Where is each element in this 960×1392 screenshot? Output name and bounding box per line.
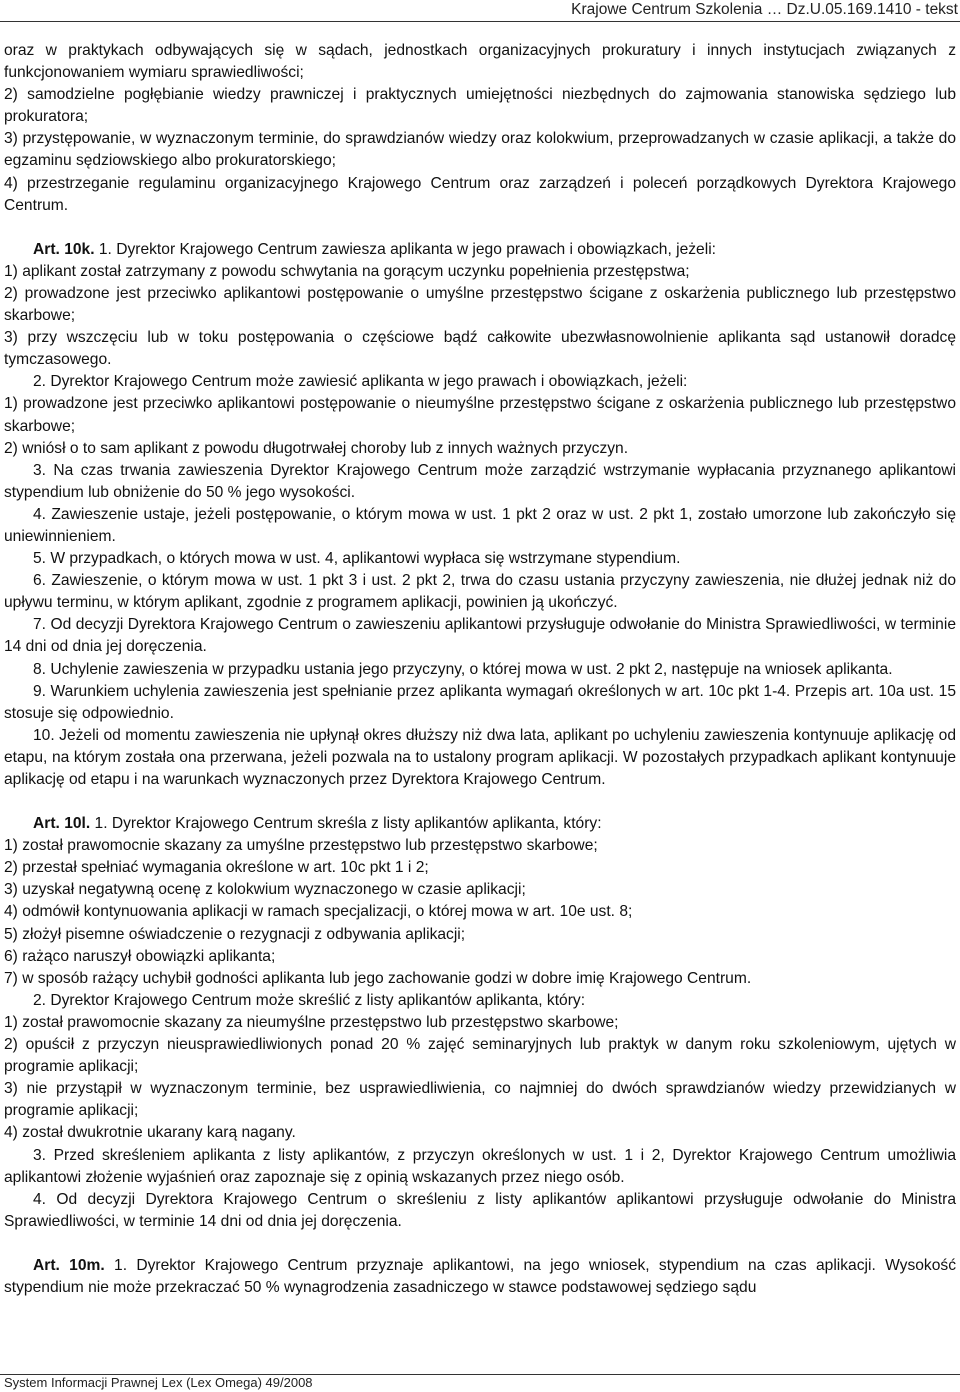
list-item: 4) został dwukrotnie ukarany karą nagany. [4,1124,296,1142]
list-item: 6) rażąco naruszył obowiązki aplikanta; [4,947,276,965]
list-item: 1) aplikant został zatrzymany z powodu schwytania na gorącym uczynku popełnienia przestępstwa; [4,262,690,280]
list-item: 3) nie przystąpił w wyznaczonym terminie, bez usprawiedliwienia, co najmniej do dwóch sprawdzianów wiedzy przewidzianych w programie aplikacji; [4,1080,956,1120]
document-body [4,40,956,1299]
paragraph: 10. Jeżeli od momentu zawieszenia nie upłynął okres dłuższy niż dwa lata, aplikant po uchyleniu zawieszenia kontynuuje aplikację od etapu, na którym została ona przerwana, jeżeli pozwala na to ustalony program aplikacji. W pozostałych przypadkach aplikant kontynuuje aplikację od etapu i na warunkach wyznaczonych przez Dyrektora Krajowego Centrum. [4,726,956,788]
list-item: 2) prowadzone jest przeciwko aplikantowi postępowanie o umyślne przestępstwo ścigane z oskarżenia publicznego lub przestępstwo skarbowe; [4,284,956,325]
list-item: 5) złożył pisemne oświadczenie o rezygnacji z odbywania aplikacji; [4,925,466,943]
paragraph: 3. Na czas trwania zawieszenia Dyrektor Krajowego Centrum może zarządzić wstrzymanie wypłacania przyznanego aplikantowi stypendium lub obniżenie do 50 % jego wysokości. [4,461,956,501]
list-item: 2) przestał spełniać wymagania określone w art. 10c pkt 1 i 2; [4,859,429,877]
running-footer: System Informacji Prawnej Lex (Lex Omega) 49/2008 [4,1375,313,1390]
paragraph: 4. Zawieszenie ustaje, jeżeli postępowanie, o którym mowa w ust. 1 pkt 2 oraz w ust. 2 pkt 1, zostało umorzone lub zakończyło się uniewinnieniem. [4,505,956,545]
paragraph: 3. Przed skreśleniem aplikanta z listy aplikantów, z przyczyn określonych w ust. 1 i 2, Dyrektor Krajowego Centrum umożliwia aplikantowi złożenie wyjaśnień oraz zapoznaje się z opinią wskazanych przez niego osób. [4,1146,956,1186]
article-heading: Art. 10m. [33,1256,105,1274]
list-item: 4) odmówił kontynuowania aplikacji w ramach specjalizacji, o której mowa w art. 10e ust. 8; [4,903,633,921]
list-item: 3) przy wszczęciu lub w toku postępowania o częściowe bądź całkowite ubezwłasnowolnienie aplikanta sąd ustanowił doradcę tymczasowego. [4,329,956,369]
list-item: 2) opuścił z przyczyn nieusprawiedliwionych ponad 20 % zajęć seminaryjnych lub praktyk w danym roku szkoleniowym, ujętych w programie aplikacji; [4,1036,956,1076]
list-item: 1) został prawomocnie skazany za nieumyślne przestępstwo lub przestępstwo skarbowe; [4,1013,619,1031]
paragraph: 8. Uchylenie zawieszenia w przypadku ustania jego przyczyny, o której mowa w ust. 2 pkt 2, następuje na wniosek aplikanta. [33,660,893,678]
list-item: 4) przestrzeganie regulaminu organizacyjnego Krajowego Centrum oraz zarządzeń i poleceń porządkowych Dyrektora Krajowego Centrum. [4,174,956,214]
article-heading: Art. 10l. [33,815,91,833]
list-item: 3) uzyskał negatywną ocenę z kolokwium wyznaczonego w czasie aplikacji; [4,881,526,899]
list-item: 7) w sposób rażący uchybił godności aplikanta lub jego zachowanie godzi w dobre imię Krajowego Centrum. [4,969,752,987]
paragraph-spacer [4,217,956,239]
running-header: Krajowe Centrum Szkolenia … Dz.U.05.169.1410 - tekst [571,1,958,18]
paragraph: 4. Od decyzji Dyrektora Krajowego Centrum o skreśleniu z listy aplikantów aplikantowi przysługuje odwołanie do Ministra Sprawiedliwości, w terminie 14 dni od dnia jej doręczenia. [4,1190,956,1230]
header-rule [0,21,960,22]
paragraph-spacer [4,1233,956,1255]
list-item: 2) samodzielne pogłębianie wiedzy prawniczej i praktycznych umiejętności niezbędnych do zajmowania stanowiska sędziego lub prokuratora; [4,86,956,126]
paragraph: 5. W przypadkach, o których mowa w ust. 4, aplikantowi wypłaca się wstrzymane stypendium. [33,550,681,568]
article-paragraph [4,1255,956,1299]
article-text: 1. Dyrektor Krajowego Centrum skreśla z listy aplikantów aplikanta, który: [90,815,602,833]
paragraph: 6. Zawieszenie, o którym mowa w ust. 1 pkt 3 i ust. 2 pkt 2, trwa do czasu ustania przyczyny zawieszenia, nie dłużej jednak niż do upływu terminu, w którym aplikant, zgodnie z programem aplikacji, powinien ją ukończyć. [4,572,956,612]
list-item: 1) prowadzone jest przeciwko aplikantowi postępowanie o nieumyślne przestępstwo ścigane z oskarżenia publicznego lub przestępstwo skarbowe; [4,395,956,435]
paragraph-spacer [4,791,956,813]
article-heading: Art. 10k. [33,240,95,258]
list-item: 2) wniósł o to sam aplikant z powodu długotrwałej choroby lub z innych ważnych przyczyn. [4,439,629,457]
paragraph: oraz w praktykach odbywających się w sądach, jednostkach organizacyjnych prokuratury i innych instytucjach związanych z funkcjonowaniem wymiaru sprawiedliwości; [4,42,956,82]
paragraph: 9. Warunkiem uchylenia zawieszenia jest spełnianie przez aplikanta wymagań określonych w art. 10c pkt 1-4. Przepis art. 10a ust. 15 stosuje się odpowiednio. [4,682,956,722]
article-paragraph [4,239,956,261]
article-text: 1. Dyrektor Krajowego Centrum zawiesza aplikanta w jego prawach i obowiązkach, jeżeli: [94,240,716,258]
paragraph: 2. Dyrektor Krajowego Centrum może zawiesić aplikanta w jego prawach i obowiązkach, jeżeli: [33,373,688,391]
list-item: 1) został prawomocnie skazany za umyślne przestępstwo lub przestępstwo skarbowe; [4,837,598,855]
paragraph: 2. Dyrektor Krajowego Centrum może skreślić z listy aplikantów aplikanta, który: [33,991,586,1009]
list-item: 3) przystępowanie, w wyznaczonym terminie, do sprawdzianów wiedzy oraz kolokwium, przeprowadzanych w czasie aplikacji, a także do egzaminu sędziowskiego albo prokuratorskiego; [4,130,956,170]
article-text: 1. Dyrektor Krajowego Centrum przyznaje aplikantowi, na jego wniosek, stypendium na czas aplikacji. Wysokość stypendium nie może przekraczać 50 % wynagrodzenia zasadniczego w stawce podstawowej sędziego sądu [4,1256,956,1296]
article-paragraph [4,813,956,835]
paragraph: 7. Od decyzji Dyrektora Krajowego Centrum o zawieszeniu aplikantowi przysługuje odwołanie do Ministra Sprawiedliwości, w terminie 14 dni od dnia jej doręczenia. [4,616,956,656]
